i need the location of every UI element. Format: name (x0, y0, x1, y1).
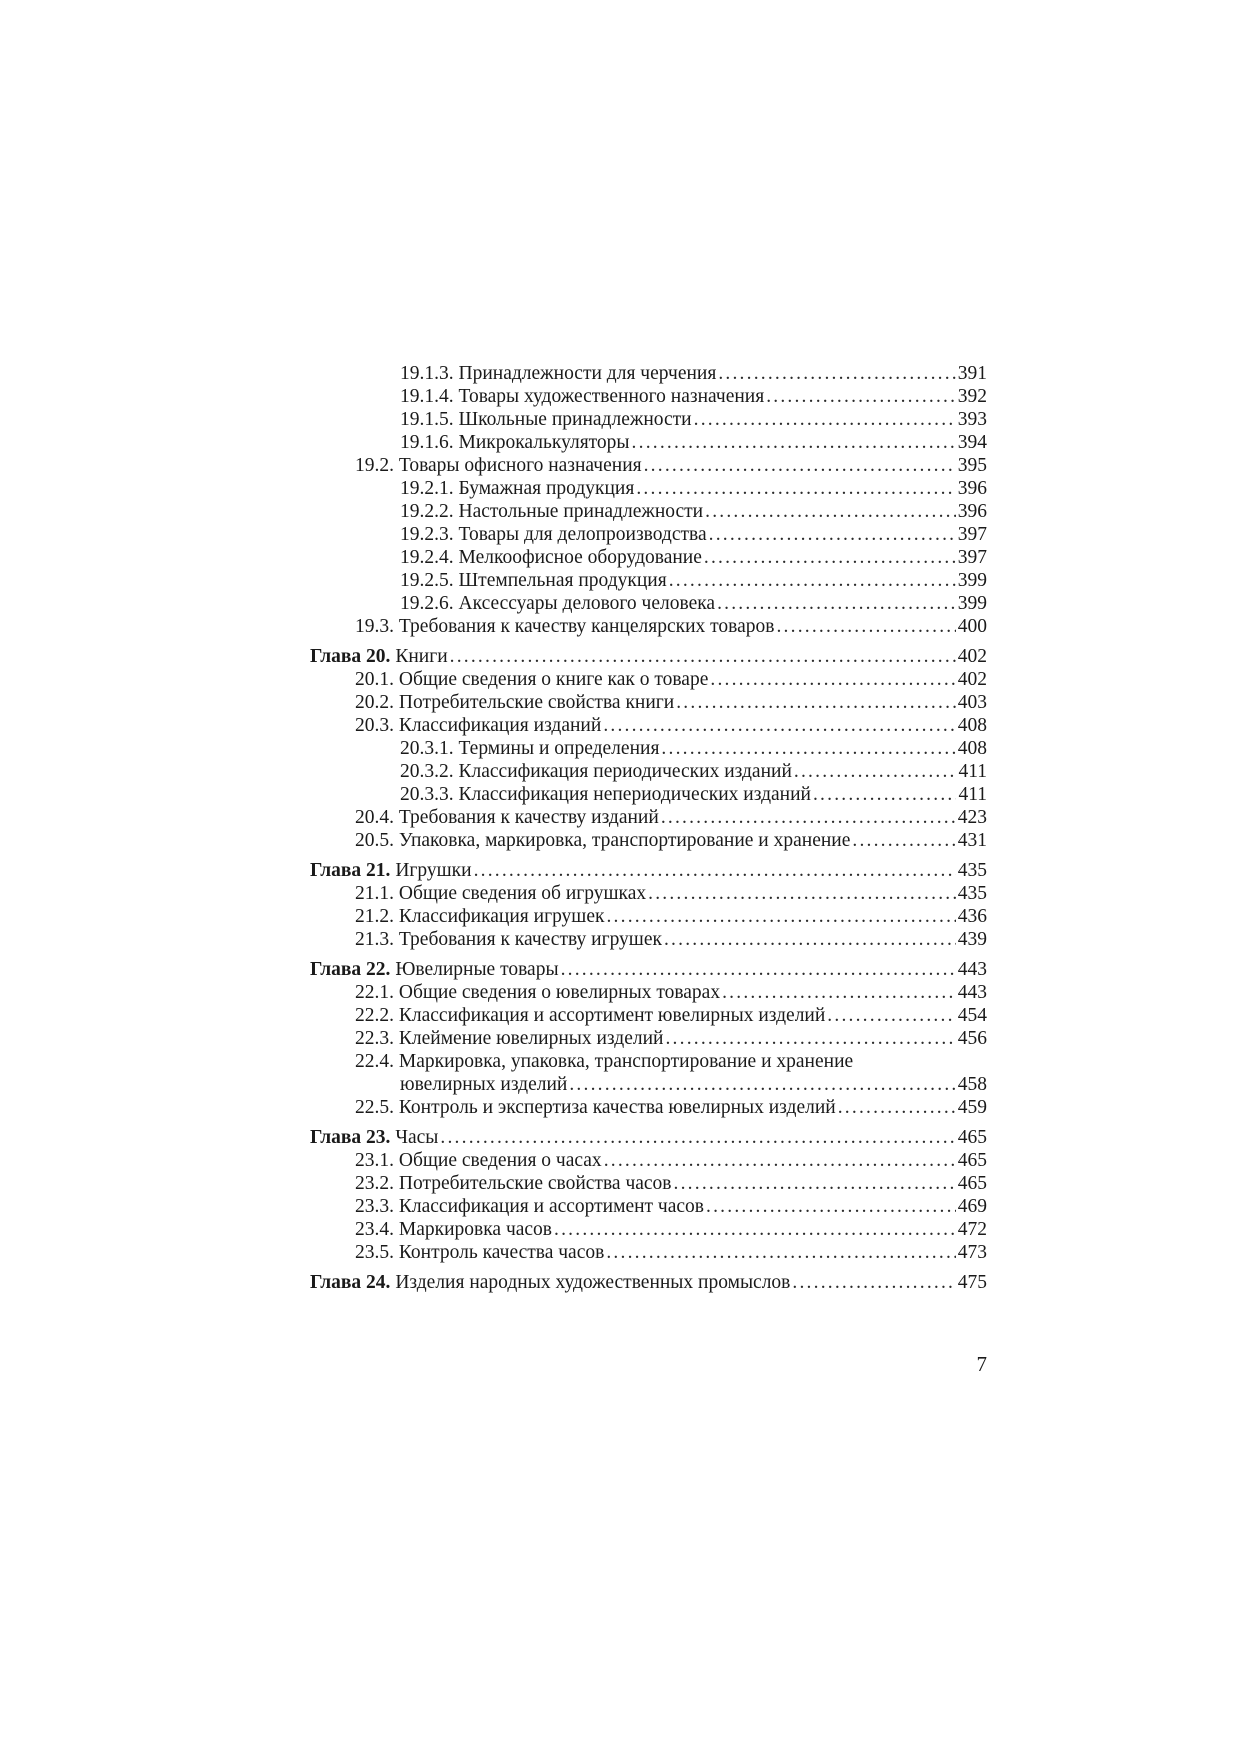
toc-entry-text (355, 615, 774, 638)
dot-leader (717, 592, 956, 615)
dot-leader (661, 806, 956, 829)
toc-entry-text (400, 523, 707, 546)
page-reference: 423 (957, 807, 987, 828)
section-number: 19.2.6. (400, 593, 454, 614)
dot-leader (704, 546, 956, 569)
toc-entry-text (355, 1004, 825, 1027)
section-number: 19.1.4. (400, 386, 454, 407)
page-reference: 399 (957, 570, 987, 591)
toc-entry-row (310, 385, 987, 408)
dot-leader (554, 1218, 956, 1241)
chapter-number: Глава 21. (310, 860, 391, 881)
toc-entry-row (310, 615, 987, 638)
page-reference: 454 (957, 1005, 987, 1026)
dot-leader (776, 615, 955, 638)
page-number: 7 (976, 1352, 987, 1376)
toc-entry-text (355, 454, 642, 477)
toc-entry-row (310, 546, 987, 569)
page-reference: 408 (957, 715, 987, 736)
toc-entry-text (355, 1149, 602, 1172)
toc-entry-row (310, 1149, 987, 1172)
toc-entry-row (310, 905, 987, 928)
table-of-contents (310, 362, 987, 1294)
page-reference: 411 (958, 784, 987, 805)
section-title: Книги (395, 646, 448, 667)
dot-leader (606, 905, 955, 928)
section-title: Микрокалькуляторы (458, 432, 630, 453)
section-number: 20.1. (355, 669, 394, 690)
section-number: 20.5. (355, 830, 394, 851)
page-reference: 465 (957, 1173, 987, 1194)
toc-entry-text (355, 882, 646, 905)
section-title: Часы (395, 1127, 439, 1148)
section-title: Принадлежности для черчения (458, 363, 717, 384)
dot-leader (632, 431, 956, 454)
chapter-number: Глава 24. (310, 1272, 391, 1293)
section-number: 20.3.2. (400, 761, 454, 782)
toc-entry-text (400, 546, 702, 569)
section-title: Классификация периодических изданий (458, 761, 792, 782)
page-reference: 443 (957, 982, 987, 1003)
dot-leader (813, 783, 956, 806)
section-title: Товары офисного назначения (398, 455, 642, 476)
page-reference: 403 (957, 692, 987, 713)
page-reference: 400 (957, 616, 987, 637)
dot-leader (669, 569, 956, 592)
dot-leader (440, 1126, 955, 1149)
section-number: 19.2. (355, 455, 394, 476)
toc-entry-text (355, 1218, 552, 1241)
section-number: 22.4. (355, 1051, 394, 1072)
toc-entry-row (310, 1004, 987, 1027)
dot-leader (636, 477, 955, 500)
section-title: Потребительские свойства часов (398, 1173, 672, 1194)
page-reference: 469 (957, 1196, 987, 1217)
page-reference: 473 (957, 1242, 987, 1263)
page-reference: 393 (957, 409, 987, 430)
section-title: Общие сведения о часах (398, 1150, 602, 1171)
section-title: Классификация и ассортимент часов (398, 1196, 705, 1217)
section-number: 19.2.3. (400, 524, 454, 545)
section-number: 20.3.1. (400, 738, 454, 759)
toc-chapter-row (310, 1271, 987, 1294)
page-reference: 465 (957, 1127, 987, 1148)
section-number: 20.2. (355, 692, 394, 713)
section-title: Мелкоофисное оборудование (458, 547, 702, 568)
toc-entry-text (355, 1050, 853, 1073)
dot-leader (722, 981, 956, 1004)
section-number: 20.4. (355, 807, 394, 828)
toc-entry-row (310, 477, 987, 500)
toc-entry-text (355, 691, 674, 714)
section-title: Общие сведения об игрушках (398, 883, 647, 904)
toc-entry-text (310, 859, 472, 882)
toc-entry-row (310, 981, 987, 1004)
dot-leader (604, 1149, 956, 1172)
section-title: Аксессуары делового человека (458, 593, 716, 614)
section-number: 22.2. (355, 1005, 394, 1026)
toc-entry-text (355, 668, 708, 691)
dot-leader (569, 1073, 955, 1096)
dot-leader (661, 737, 955, 760)
dot-leader (838, 1096, 956, 1119)
section-number: 23.1. (355, 1150, 394, 1171)
page-reference: 458 (957, 1074, 987, 1095)
chapter-number: Глава 20. (310, 646, 391, 667)
toc-entry-row (310, 928, 987, 951)
section-number: 23.5. (355, 1242, 394, 1263)
dot-leader (792, 1271, 955, 1294)
toc-entry-row (310, 1195, 987, 1218)
toc-chapter-row (310, 645, 987, 668)
toc-chapter-row (310, 859, 987, 882)
dot-leader (852, 829, 955, 852)
toc-entry-text (355, 829, 850, 852)
page-reference: 435 (957, 860, 987, 881)
section-title: Настольные принадлежности (458, 501, 704, 522)
toc-entry-text (310, 1126, 438, 1149)
toc-entry-row (310, 500, 987, 523)
toc-entry-text (400, 737, 659, 760)
toc-entry-row (310, 806, 987, 829)
section-number: 21.1. (355, 883, 394, 904)
toc-entry-text (355, 806, 659, 829)
toc-entry-row (310, 737, 987, 760)
section-title: Упаковка, маркировка, транспортирование и хранение (398, 830, 851, 851)
toc-entry-text (400, 500, 703, 523)
dot-leader (706, 1195, 956, 1218)
section-number: 23.4. (355, 1219, 394, 1240)
section-title: Ювелирные товары (395, 959, 559, 980)
section-title: Бумажная продукция (458, 478, 635, 499)
page-reference: 399 (957, 593, 987, 614)
toc-entry-text (400, 783, 811, 806)
section-number: 19.1.3. (400, 363, 454, 384)
dot-leader (766, 385, 956, 408)
toc-entry-text (400, 592, 715, 615)
section-number: 23.3. (355, 1196, 394, 1217)
dot-leader (705, 500, 956, 523)
section-number: 19.1.6. (400, 432, 454, 453)
toc-entry-row (310, 1218, 987, 1241)
section-title: Классификация и ассортимент ювелирных изделий (398, 1005, 826, 1026)
dot-leader (665, 1027, 955, 1050)
toc-entry-text (400, 408, 692, 431)
page-reference: 402 (957, 646, 987, 667)
dot-leader (827, 1004, 955, 1027)
section-title: Потребительские свойства книги (398, 692, 675, 713)
chapter-number: Глава 22. (310, 959, 391, 980)
toc-entry-row (310, 829, 987, 852)
toc-entry-text (355, 714, 601, 737)
dot-leader (474, 859, 956, 882)
section-title: Классификация изданий (398, 715, 602, 736)
page-reference: 459 (957, 1097, 987, 1118)
section-number: 20.3. (355, 715, 394, 736)
section-title-continuation: ювелирных изделий (400, 1074, 568, 1095)
dot-leader (644, 454, 956, 477)
section-number: 21.3. (355, 929, 394, 950)
section-number: 19.2.5. (400, 570, 454, 591)
dot-leader (794, 760, 957, 783)
toc-entry-row (310, 783, 987, 806)
section-number: 23.2. (355, 1173, 394, 1194)
toc-entry-row (310, 1096, 987, 1119)
dot-leader (648, 882, 956, 905)
toc-entry-row (310, 714, 987, 737)
page-reference: 465 (957, 1150, 987, 1171)
toc-entry-text (355, 1241, 604, 1264)
toc-entry-text (400, 385, 764, 408)
section-title: Штемпельная продукция (458, 570, 667, 591)
section-number: 22.3. (355, 1028, 394, 1049)
section-title: Контроль качества часов (398, 1242, 605, 1263)
page-reference: 443 (957, 959, 987, 980)
section-title: Маркировка часов (398, 1219, 553, 1240)
section-title: Классификация игрушек (398, 906, 605, 927)
section-title: Требования к качеству канцелярских товаров (398, 616, 775, 637)
toc-chapter-row (310, 958, 987, 981)
dot-leader (709, 523, 956, 546)
toc-chapter-row (310, 1126, 987, 1149)
toc-entry-row (310, 1027, 987, 1050)
section-title: Классификация непериодических изданий (458, 784, 811, 805)
toc-entry-row (310, 431, 987, 454)
section-title: Товары для делопроизводства (458, 524, 707, 545)
section-title: Маркировка, упаковка, транспортирование и хранение (398, 1051, 854, 1072)
toc-entry-row (310, 454, 987, 477)
dot-leader (561, 958, 956, 981)
toc-entry-row (310, 362, 987, 385)
toc-entry-text (310, 958, 559, 981)
toc-entry-row (310, 523, 987, 546)
toc-entry-text (310, 1271, 790, 1294)
section-title: Требования к качеству игрушек (398, 929, 662, 950)
page-reference: 436 (957, 906, 987, 927)
section-number: 20.3.3. (400, 784, 454, 805)
page-reference: 472 (957, 1219, 987, 1240)
toc-entry-text (355, 905, 604, 928)
section-title: Контроль и экспертиза качества ювелирных изделий (398, 1097, 836, 1118)
dot-leader (710, 668, 955, 691)
toc-entry-row (310, 1172, 987, 1195)
chapter-number: Глава 23. (310, 1127, 391, 1148)
section-number: 22.5. (355, 1097, 394, 1118)
toc-entry-row (310, 1241, 987, 1264)
section-number: 19.2.1. (400, 478, 454, 499)
page-reference: 475 (957, 1272, 987, 1293)
page-reference: 411 (958, 761, 987, 782)
dot-leader (718, 362, 955, 385)
toc-entry-text (355, 928, 662, 951)
page-reference: 394 (957, 432, 987, 453)
dot-leader (603, 714, 955, 737)
toc-entry-row (310, 408, 987, 431)
toc-entry-text (400, 760, 792, 783)
section-title: Общие сведения о ювелирных товарах (398, 982, 721, 1003)
section-number: 19.2.2. (400, 501, 454, 522)
section-title: Термины и определения (458, 738, 660, 759)
section-title: Игрушки (395, 860, 472, 881)
section-number: 19.2.4. (400, 547, 454, 568)
section-title: Изделия народных художественных промыслов (395, 1272, 791, 1293)
dot-leader (694, 408, 956, 431)
page-reference: 391 (957, 363, 987, 384)
toc-entry-text (355, 1195, 704, 1218)
toc-entry-text (400, 431, 630, 454)
page-reference: 395 (957, 455, 987, 476)
page-reference: 396 (957, 501, 987, 522)
page-reference: 392 (957, 386, 987, 407)
section-title: Товары художественного назначения (458, 386, 765, 407)
page-reference: 456 (957, 1028, 987, 1049)
toc-entry-row (310, 592, 987, 615)
page-reference: 435 (957, 883, 987, 904)
page-reference: 439 (957, 929, 987, 950)
toc-entry-row (310, 882, 987, 905)
page-reference: 396 (957, 478, 987, 499)
dot-leader (450, 645, 956, 668)
toc-entry-row (310, 668, 987, 691)
toc-entry-text (400, 569, 667, 592)
section-number: 22.1. (355, 982, 394, 1003)
page-reference: 402 (957, 669, 987, 690)
dot-leader (674, 1172, 956, 1195)
dot-leader (676, 691, 956, 714)
dot-leader (664, 928, 956, 951)
dot-leader (606, 1241, 955, 1264)
toc-entry-row (310, 691, 987, 714)
toc-entry-text (310, 645, 448, 668)
toc-entry-text (400, 477, 634, 500)
toc-entry-row (310, 760, 987, 783)
section-title: Общие сведения о книге как о товаре (398, 669, 709, 690)
section-title: Требования к качеству изданий (398, 807, 659, 828)
section-number: 19.3. (355, 616, 394, 637)
section-number: 19.1.5. (400, 409, 454, 430)
toc-entry-row (310, 569, 987, 592)
page-reference: 408 (957, 738, 987, 759)
section-number: 21.2. (355, 906, 394, 927)
toc-entry-text (355, 1096, 836, 1119)
page-reference: 397 (957, 547, 987, 568)
toc-entry-text (355, 981, 720, 1004)
toc-entry-text (355, 1172, 672, 1195)
page-reference: 397 (957, 524, 987, 545)
page-reference: 431 (957, 830, 987, 851)
toc-entry-row (310, 1050, 987, 1073)
toc-entry-continuation-row (310, 1073, 987, 1096)
toc-entry-text (400, 362, 716, 385)
section-title: Клеймение ювелирных изделий (398, 1028, 664, 1049)
section-title: Школьные принадлежности (458, 409, 692, 430)
toc-entry-text (355, 1027, 663, 1050)
